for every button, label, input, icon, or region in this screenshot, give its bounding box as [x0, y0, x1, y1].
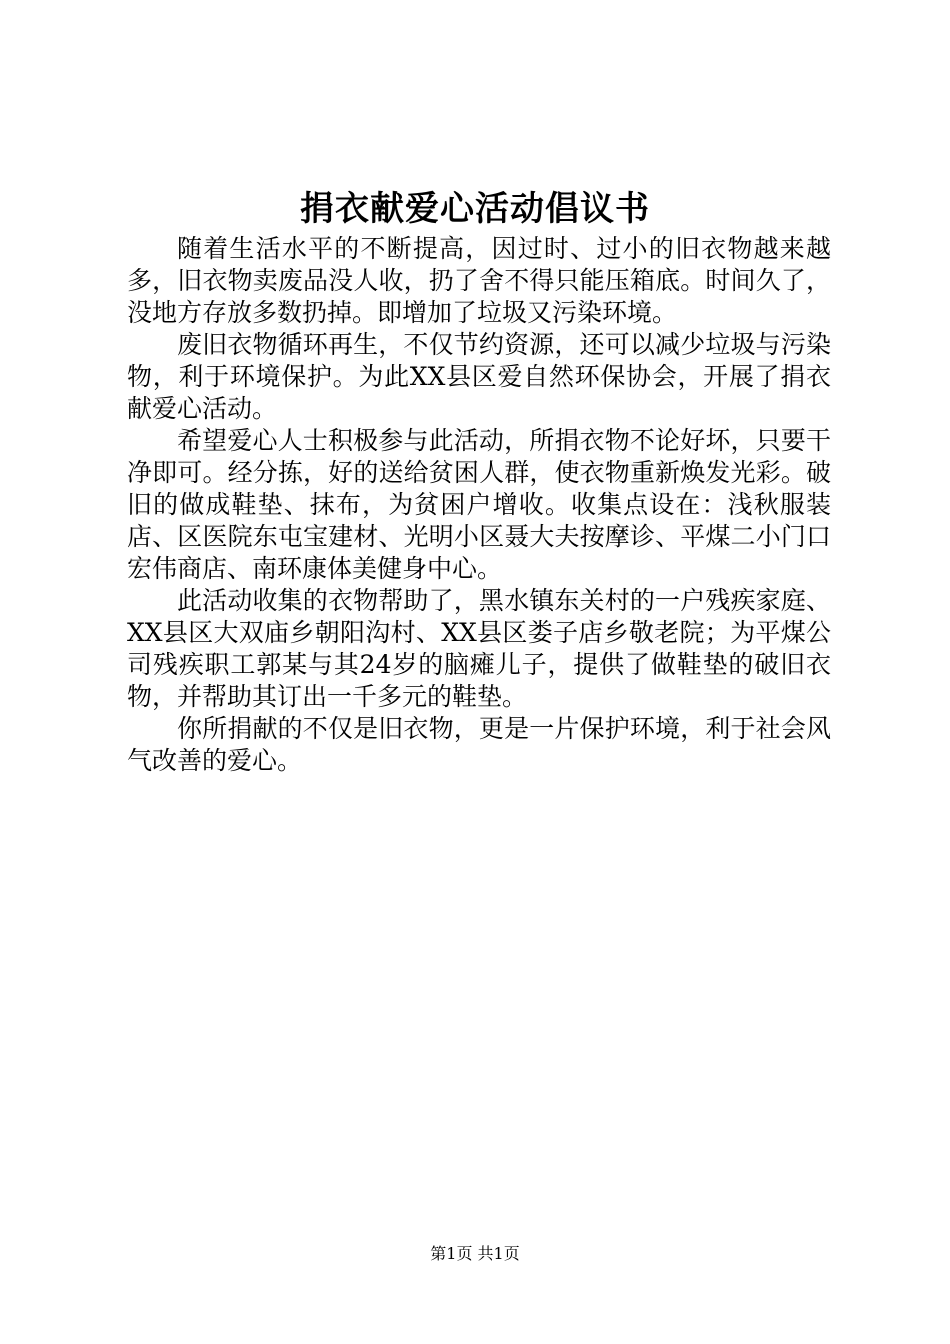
paragraph: 废旧衣物循环再生，不仅节约资源，还可以减少垃圾与污染物，利于环境保护。为此XX县区爱自然环保协会，开展了捐衣献爱心活动。: [127, 330, 831, 423]
paragraph: 你所捐献的不仅是旧衣物，更是一片保护环境，利于社会风气改善的爱心。: [127, 714, 831, 775]
paragraph: 随着生活水平的不断提高，因过时、过小的旧衣物越来越多，旧衣物卖废品没人收，扔了舍不得只能压箱底。时间久了，没地方存放多数扔掉。即增加了垃圾又污染环境。: [127, 234, 831, 327]
page-footer: 第1页 共1页: [430, 1244, 520, 1263]
paragraph: 希望爱心人士积极参与此活动，所捐衣物不论好坏，只要干净即可。经分拣，好的送给贫困人群，使衣物重新焕发光彩。破旧的做成鞋垫、抹布，为贫困户增收。收集点设在：浅秋服装店、区医院东屯宝建材、光明小区聂大夫按摩诊、平煤二小门口宏伟商店、南环康体美健身中心。: [127, 426, 831, 583]
document-body: [127, 233, 831, 777]
document-title: 捐衣献爱心活动倡议书: [300, 189, 650, 229]
paragraph: 此活动收集的衣物帮助了，黑水镇东关村的一户残疾家庭、XX县区大双庙乡朝阳沟村、XX县区娄子店乡敬老院；为平煤公司残疾职工郭某与其24岁的脑瘫儿子，提供了做鞋垫的破旧衣物，并帮助其订出一千多元的鞋垫。: [127, 586, 831, 711]
